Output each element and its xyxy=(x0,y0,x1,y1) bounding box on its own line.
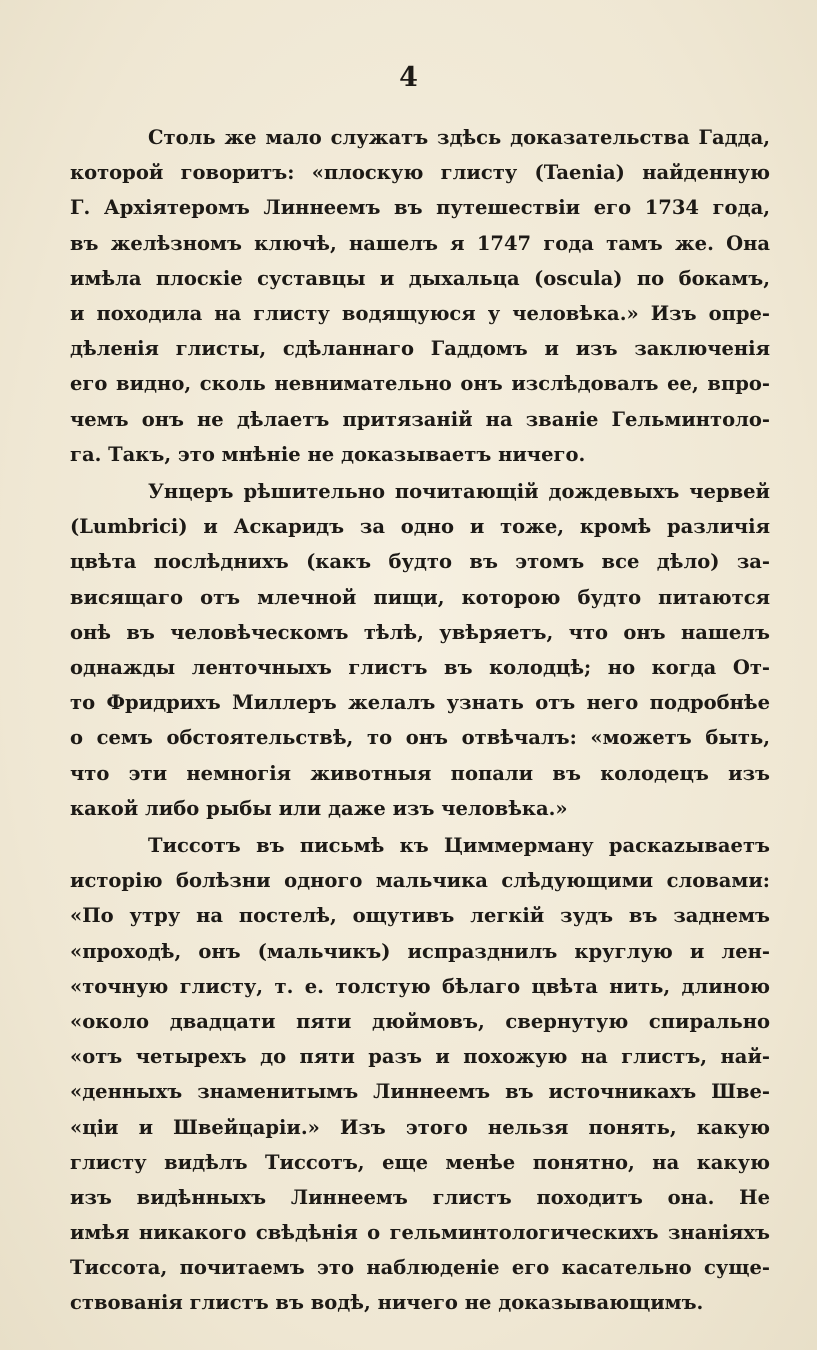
text-line: имѣла плоскіе суставцы и дыхальца (oscula) по бокамъ, xyxy=(70,266,770,290)
text-line: онѣ въ человѣческомъ тѣлѣ, увѣряетъ, что онъ нашелъ xyxy=(70,620,770,644)
text-line: «По утру на постелѣ, ощутивъ легкій зудъ въ заднемъ xyxy=(70,904,770,928)
text-line: Тиссота, почитаемъ это наблюденіе его касательно суще- xyxy=(70,1256,770,1280)
text-line: «ціи и Швейцаріи.» Изъ этого нельзя понять, какую xyxy=(70,1115,770,1139)
text-line: имѣя никакого свѣдѣнія о гельминтологическихъ знаніяхъ xyxy=(70,1221,770,1245)
text-line: о семъ обстоятельствѣ, то онъ отвѣчалъ: «можетъ быть, xyxy=(70,726,770,750)
text-line: цвѣта послѣднихъ (какъ будто въ этомъ все дѣло) за- xyxy=(70,550,770,574)
paragraph-1 xyxy=(70,120,770,472)
text-line: висящаго отъ млечной пищи, которою будто питаются xyxy=(70,585,770,609)
text-line: то Фридрихъ Миллеръ желалъ узнать отъ него подробнѣе xyxy=(70,691,770,715)
text-line: Г. Архіятеромъ Линнеемъ въ путешествіи его 1734 года, xyxy=(70,196,770,220)
text-line: «проходѣ, онъ (мальчикъ) испразднилъ круглую и лен- xyxy=(70,939,770,963)
text-line: его видно, сколь невнимательно онъ изслѣдовалъ ее, впро- xyxy=(70,372,770,396)
text-line: глисту видѣлъ Тиссотъ, еще менѣе понятно, на какую xyxy=(70,1150,770,1174)
paragraph-3 xyxy=(70,828,770,1321)
text-line: изъ видѣнныхъ Линнеемъ глистъ походитъ она. Не xyxy=(70,1185,770,1209)
text-line: дѣленія глисты, сдѣланнаго Гаддомъ и изъ заключенія xyxy=(70,337,770,361)
text-line: исторію болѣзни одного мальчика слѣдующими словами: xyxy=(70,869,770,893)
text-line: какой либо рыбы или даже изъ человѣка.» xyxy=(70,796,568,820)
text-line: га. Такъ, это мнѣніе не доказываетъ ничего. xyxy=(70,442,586,466)
text-line: «точную глисту, т. е. толстую бѣлаго цвѣта нить, длиною xyxy=(70,974,770,998)
text-line: (Lumbrici) и Аскаридъ за одно и тоже, кромѣ различія xyxy=(70,515,770,539)
text-line: Унцеръ рѣшительно почитающій дождевыхъ червей xyxy=(148,480,770,503)
paragraph-2 xyxy=(70,474,770,826)
page-number: 4 xyxy=(399,62,418,93)
text-line: и походила на глисту водящуюся у человѣка.» Изъ опре- xyxy=(70,301,770,325)
text-line: «отъ четырехъ до пяти разъ и похожую на глистъ, най- xyxy=(70,1045,770,1069)
text-line: «около двадцати пяти дюймовъ, свернутую спирально xyxy=(70,1009,770,1033)
text-line: чемъ онъ не дѣлаетъ притязаній на званіе Гельминтоло- xyxy=(70,407,770,431)
text-line: Столь же мало служатъ здѣсь доказательства Гадда, xyxy=(148,126,770,149)
text-line: Тиссотъ въ письмѣ къ Циммерману раскazываетъ xyxy=(148,834,770,857)
text-line: ствованія глистъ въ водѣ, ничего не доказывающимъ. xyxy=(70,1291,704,1315)
text-line: «денныхъ знаменитымъ Линнеемъ въ источникахъ Шве- xyxy=(70,1080,770,1104)
text-line: въ желѣзномъ ключѣ, нашелъ я 1747 года тамъ же. Она xyxy=(70,231,770,255)
text-line: однажды ленточныхъ глистъ въ колодцѣ; но когда От- xyxy=(70,655,770,679)
text-line: которой говоритъ: «плоскую глисту (Taenia) найденную xyxy=(70,161,770,185)
text-line: что эти немногія животныя попали въ колодецъ изъ xyxy=(70,761,770,785)
